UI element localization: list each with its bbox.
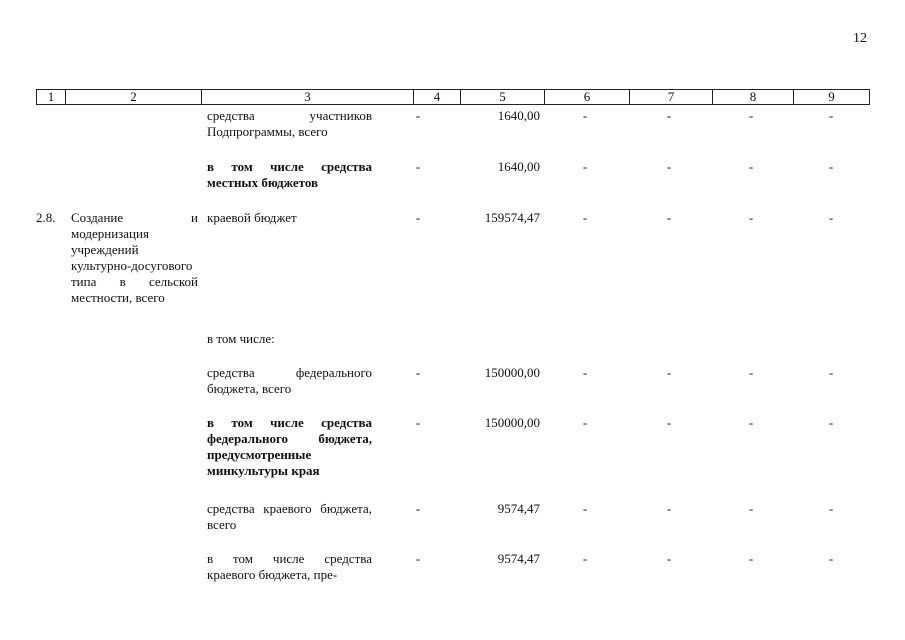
section-title: Создание и модернизация учреждений культурно-досугового типа в сельской местности, всего [71, 210, 198, 305]
header-col-8: 8 [712, 89, 793, 105]
row-col-9: - [828, 210, 834, 225]
row-col-8: - [748, 365, 754, 380]
row-col-5: 9574,47 [497, 501, 540, 516]
row-col-6: - [582, 551, 588, 566]
row-col-9: - [828, 551, 834, 566]
row-col-7: - [666, 108, 672, 123]
row-col-7: - [666, 365, 672, 380]
row-col-4: - [415, 108, 421, 123]
row-col-9: - [828, 159, 834, 174]
row-col-4: - [415, 501, 421, 516]
row-col-5: 159574,47 [484, 210, 540, 225]
row-description: в том числе: [207, 331, 275, 346]
row-col-4: - [415, 365, 421, 380]
row-description: краевой бюджет [207, 210, 297, 225]
row-description: средства участников Подпрограммы, всего [207, 108, 372, 139]
row-col-6: - [582, 501, 588, 516]
row-col-5: 150000,00 [484, 415, 540, 430]
row-col-4: - [415, 159, 421, 174]
row-col-7: - [666, 501, 672, 516]
row-col-5: 1640,00 [497, 108, 540, 123]
header-col-1: 1 [36, 89, 65, 105]
row-description: в том числе средства федерального бюджета, предусмотренные минкультуры края [207, 415, 372, 478]
row-description: средства краевого бюджета, всего [207, 501, 372, 532]
row-col-9: - [828, 108, 834, 123]
row-col-5: 9574,47 [497, 551, 540, 566]
row-col-7: - [666, 210, 672, 225]
header-col-6: 6 [544, 89, 629, 105]
row-col-8: - [748, 210, 754, 225]
row-col-6: - [582, 108, 588, 123]
row-col-7: - [666, 415, 672, 430]
row-col-8: - [748, 551, 754, 566]
row-description: в том числе средства местных бюджетов [207, 159, 372, 190]
row-col-5: 150000,00 [484, 365, 540, 380]
row-col-9: - [828, 365, 834, 380]
row-col-7: - [666, 159, 672, 174]
row-col-4: - [415, 551, 421, 566]
table-header [36, 89, 870, 105]
row-col-8: - [748, 415, 754, 430]
row-col-8: - [748, 108, 754, 123]
row-col-6: - [582, 159, 588, 174]
header-col-9: 9 [793, 89, 870, 105]
row-col-8: - [748, 159, 754, 174]
row-col-8: - [748, 501, 754, 516]
header-col-3: 3 [201, 89, 413, 105]
row-col-4: - [415, 210, 421, 225]
row-col-4: - [415, 415, 421, 430]
row-col-9: - [828, 501, 834, 516]
row-col-6: - [582, 415, 588, 430]
header-col-2: 2 [65, 89, 201, 105]
row-col-5: 1640,00 [497, 159, 540, 174]
section-number: 2.8. [36, 210, 56, 225]
row-col-7: - [666, 551, 672, 566]
header-col-5: 5 [460, 89, 544, 105]
header-col-7: 7 [629, 89, 712, 105]
row-col-6: - [582, 365, 588, 380]
page-number: 12 [853, 31, 867, 46]
row-col-9: - [828, 415, 834, 430]
header-col-4: 4 [413, 89, 460, 105]
row-description: средства федерального бюджета, всего [207, 365, 372, 396]
row-col-6: - [582, 210, 588, 225]
row-description: в том числе средства краевого бюджета, пре- [207, 551, 372, 582]
